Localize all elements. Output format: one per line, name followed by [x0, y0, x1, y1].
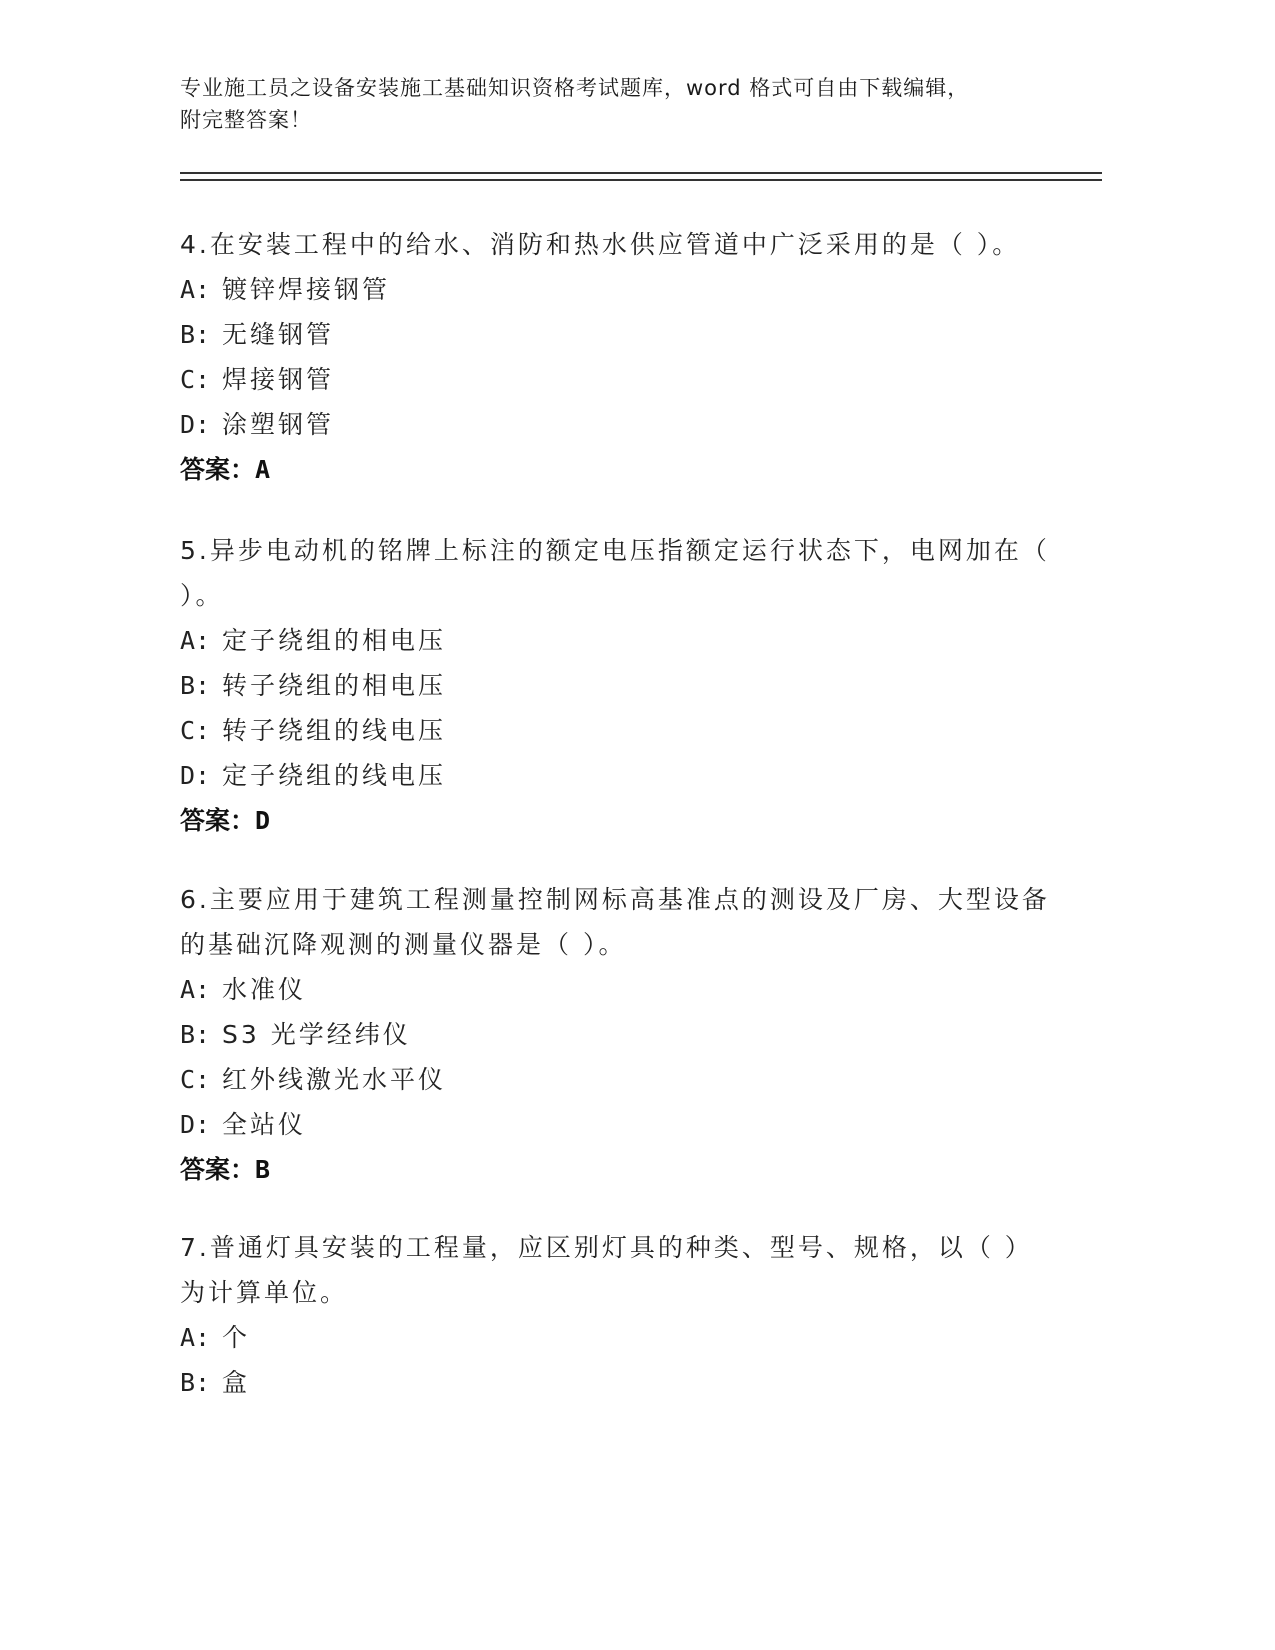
option-letter: C: [180, 1065, 211, 1094]
question-5 [180, 528, 1050, 843]
answer-value: D [255, 806, 271, 835]
option-b [180, 1012, 1050, 1057]
option-letter: C: [180, 716, 211, 745]
option-c [180, 708, 1050, 753]
option-b [180, 663, 1050, 708]
document-header [180, 72, 1060, 136]
option-text: 定子绕组的相电压 [222, 626, 447, 655]
option-letter: D: [180, 410, 211, 439]
answer-value: B [255, 1155, 271, 1184]
option-letter: A: [180, 275, 211, 304]
option-text: 定子绕组的线电压 [222, 761, 447, 790]
answer-label: 答案： [180, 1155, 256, 1184]
option-text: 镀锌焊接钢管 [222, 275, 391, 304]
option-letter: D: [180, 1110, 211, 1139]
option-text: 转子绕组的线电压 [222, 716, 447, 745]
option-d [180, 402, 1050, 447]
answer-line [180, 1147, 1050, 1192]
answer-line [180, 798, 1050, 843]
header-line-1: 专业施工员之设备安装施工基础知识资格考试题库，word 格式可自由下载编辑， [180, 76, 970, 100]
answer-line [180, 447, 1050, 492]
answer-value: A [255, 455, 271, 484]
option-a [180, 1315, 1050, 1360]
option-b [180, 312, 1050, 357]
option-letter: A: [180, 1323, 211, 1352]
option-text: 涂塑钢管 [222, 410, 335, 439]
question-7 [180, 1225, 1050, 1405]
option-a [180, 967, 1050, 1012]
option-letter: C: [180, 365, 211, 394]
option-a [180, 267, 1050, 312]
option-c [180, 357, 1050, 402]
option-letter: D: [180, 761, 211, 790]
option-c [180, 1057, 1050, 1102]
option-letter: B: [180, 1368, 211, 1397]
question-text: 6.主要应用于建筑工程测量控制网标高基准点的测设及厂房、大型设备的基础沉降观测的测量仪器是（ ）。 [180, 885, 1050, 959]
question-text: 5.异步电动机的铭牌上标注的额定电压指额定运行状态下，电网加在（ ）。 [180, 536, 1050, 610]
answer-label: 答案： [180, 806, 256, 835]
option-text: S3 光学经纬仪 [222, 1020, 411, 1049]
option-text: 盒 [222, 1368, 251, 1397]
header-divider-bottom [180, 179, 1102, 181]
option-text: 转子绕组的相电压 [222, 671, 447, 700]
question-text: 7.普通灯具安装的工程量，应区别灯具的种类、型号、规格，以（ ）为计算单位。 [180, 1233, 1033, 1307]
answer-label: 答案： [180, 455, 256, 484]
option-text: 全站仪 [222, 1110, 307, 1139]
option-b [180, 1360, 1050, 1405]
option-letter: B: [180, 1020, 211, 1049]
option-letter: A: [180, 626, 211, 655]
question-4 [180, 222, 1050, 492]
option-text: 无缝钢管 [222, 320, 335, 349]
option-letter: B: [180, 671, 211, 700]
option-text: 焊接钢管 [222, 365, 335, 394]
option-text: 水准仪 [222, 975, 307, 1004]
header-line-2: 附完整答案！ [180, 108, 312, 132]
option-d [180, 753, 1050, 798]
option-a [180, 618, 1050, 663]
option-text: 个 [222, 1323, 251, 1352]
option-text: 红外线激光水平仪 [222, 1065, 447, 1094]
header-divider-top [180, 172, 1102, 174]
question-text: 4.在安装工程中的给水、消防和热水供应管道中广泛采用的是（ ）。 [180, 230, 1021, 259]
option-letter: A: [180, 975, 211, 1004]
option-letter: B: [180, 320, 211, 349]
question-6 [180, 877, 1050, 1192]
option-d [180, 1102, 1050, 1147]
